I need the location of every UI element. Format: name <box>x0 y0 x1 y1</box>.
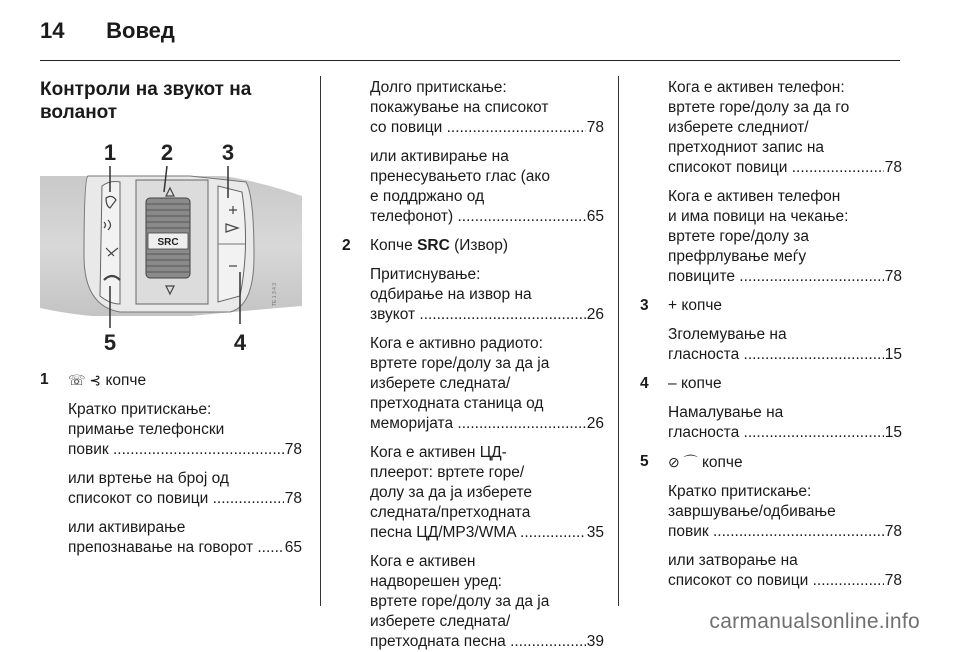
item-1-label: копче <box>105 372 147 389</box>
item-4-label: копче <box>680 375 722 392</box>
page-number: 14 <box>40 18 65 43</box>
figure-code: TE 1 3 4 3 <box>272 282 278 306</box>
text-line: изберете следната/ <box>370 375 511 392</box>
item-3 <box>640 296 902 316</box>
src-label: SRC <box>157 237 179 248</box>
text-line: или активирање <box>68 519 186 536</box>
page-ref: препознавање на говорот ..... 65 <box>68 538 302 558</box>
steering-controls-figure <box>40 136 302 358</box>
text-line: Кратко притискање: <box>68 401 212 418</box>
text-line: и има повици на чекање: <box>668 208 849 225</box>
item-3-label: копче <box>681 297 723 314</box>
text-line: претходната станица од <box>370 395 544 412</box>
page-ref: списокот повици ..... 78 <box>668 158 902 178</box>
item-2-pre: Копче <box>370 237 413 254</box>
text-line: Намалување на <box>668 404 784 421</box>
page-ref: со повици ..... 78 <box>370 118 604 138</box>
page-ref: песна ЦД/MP3/WMA ..... 35 <box>370 523 604 543</box>
page-ref: меморијата ..... 26 <box>370 414 604 434</box>
text-line: долу за да ја изберете <box>370 484 532 501</box>
callout-3: 3 <box>221 140 235 165</box>
item-2-number: 2 <box>342 237 351 254</box>
text-line: Кога е активен ЦД- <box>370 444 507 461</box>
text-line: Кратко притискање: <box>668 483 812 500</box>
text-line: Притиснување: <box>370 266 481 283</box>
text-line: плеерот: вртете горе/ <box>370 464 525 481</box>
text-line: пренесувањето глас (ако <box>370 168 550 185</box>
text-line: Кога е активен телефон: <box>668 79 845 96</box>
page-ref: списокот со повици ..... 78 <box>668 571 902 591</box>
page-title: Контроли на звукот на воланот <box>40 79 252 123</box>
page-ref: звукот ..... 26 <box>370 305 604 325</box>
minus-icon: – <box>668 375 677 392</box>
page-ref: телефонот) ..... 65 <box>370 207 604 227</box>
item-5-number: 5 <box>640 453 649 470</box>
text-line: одбирање на извор на <box>370 286 532 303</box>
text-line: покажување на списокот <box>370 99 549 116</box>
item-2-src: SRC <box>417 237 450 254</box>
text-line: префрлување меѓу <box>668 248 807 265</box>
column-divider-2 <box>618 76 619 606</box>
page-ref: претходната песна ..... 39 <box>370 632 604 652</box>
text-line: Кога е активен <box>370 553 476 570</box>
text-line: вртете горе/долу за <box>668 228 810 245</box>
item-1-number: 1 <box>40 371 49 388</box>
page-ref: гласноста ..... 15 <box>668 423 902 443</box>
callout-2: 2 <box>160 140 174 165</box>
item-5 <box>640 452 902 473</box>
section-title: Вовед <box>106 18 175 43</box>
page-ref: повик ..... 78 <box>68 440 302 460</box>
phone-icon: ☏ ⊰ <box>68 372 102 388</box>
column-1 <box>40 78 302 558</box>
mute-hangup-icon: ⊘ ⌒ <box>668 454 698 470</box>
text-line: или вртење на број од <box>68 470 229 487</box>
callout-5: 5 <box>103 330 117 355</box>
text-line: е поддржано од <box>370 188 485 205</box>
text-line: или активирање на <box>370 148 509 165</box>
text-line: вртете горе/долу за да го <box>668 99 850 116</box>
text-line: вртете горе/долу за да ја <box>370 355 550 372</box>
text-line: завршување/одбивање <box>668 503 836 520</box>
text-line: надворешен уред: <box>370 573 502 590</box>
text-line: Кога е активен телефон <box>668 188 841 205</box>
text-line: изберете следната/ <box>370 613 511 630</box>
column-2 <box>342 78 604 652</box>
text-line: примање телефонски <box>68 421 225 438</box>
site-watermark[interactable]: carmanualsonline.info <box>709 610 920 633</box>
item-2-post: (Извор) <box>454 237 508 254</box>
page-ref: списокот со повици ..... 78 <box>68 489 302 509</box>
steering-controls-illustration <box>40 136 302 358</box>
item-2 <box>342 236 604 256</box>
phone-buttons <box>100 182 120 305</box>
item-4 <box>640 374 902 394</box>
column-3 <box>640 78 902 591</box>
page-ref: повиците ..... 78 <box>668 267 902 287</box>
text-line: Долго притискање: <box>370 79 507 96</box>
page-header <box>40 18 175 44</box>
callout-1: 1 <box>103 140 117 165</box>
text-line: Зголемување на <box>668 326 787 343</box>
item-5-label: копче <box>701 454 743 471</box>
text-line: или затворање на <box>668 552 798 569</box>
text-line: Кога е активно радиото: <box>370 335 543 352</box>
item-1-body <box>40 400 302 558</box>
text-line: претходниот запис на <box>668 139 825 156</box>
header-rule <box>40 60 900 61</box>
text-line: вртете горе/долу за да ја <box>370 593 550 610</box>
page-ref: гласноста ..... 15 <box>668 345 902 365</box>
item-3-number: 3 <box>640 297 649 314</box>
item-4-number: 4 <box>640 375 649 392</box>
text-line: следната/претходната <box>370 504 531 521</box>
text-line: изберете следниот/ <box>668 119 809 136</box>
page-ref: повик ..... 78 <box>668 522 902 542</box>
plus-icon: + <box>668 297 678 314</box>
item-1 <box>40 370 302 391</box>
callout-4: 4 <box>233 330 247 355</box>
column-divider-1 <box>320 76 321 606</box>
